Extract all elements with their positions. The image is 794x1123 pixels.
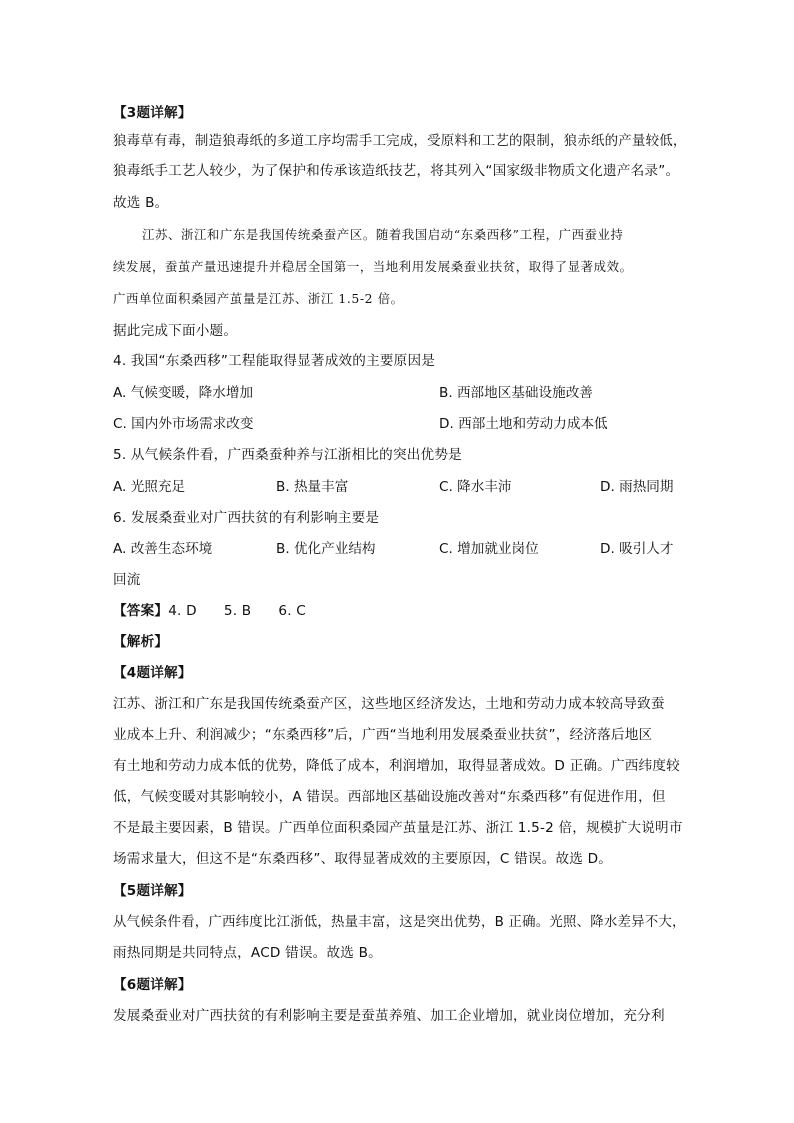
- heading-q4-detail: 【4题详解】: [113, 665, 192, 681]
- q4-explanation-line: 业成本上升、利润减少；“东桑西移”后，广西“当地利用发展桑蚕业扶贫”，经济落后地区: [113, 727, 653, 743]
- material-line: 广西单位面积桑园产茧量是江苏、浙江 1.5-2 倍。: [113, 291, 404, 306]
- q4-explanation-line: 江苏、浙江和广东是我国传统桑蚕产区，这些地区经济发达，土地和劳动力成本较高导致蚕: [113, 696, 665, 712]
- instruction-text: 据此完成下面小题。: [113, 323, 238, 339]
- material-line: 续发展，蚕茧产量迅速提升并稳居全国第一，当地利用发展桑蚕业扶贫，取得了显著成效。: [113, 259, 633, 274]
- q5-option-d: D. 雨热同期: [600, 479, 674, 495]
- q6-stem: 6. 发展桑蚕业对广西扶贫的有利影响主要是: [113, 510, 380, 526]
- q5-stem: 5. 从气候条件看，广西桑蚕种养与江浙相比的突出优势是: [113, 447, 462, 463]
- heading-q3-detail: 【3题详解】: [113, 105, 192, 121]
- answer-line: [113, 601, 306, 621]
- q4-explanation-line: 有土地和劳动力成本低的优势，降低了成本，利润增加，取得显著成效。D 正确。广西纬度较: [113, 758, 680, 774]
- q5-option-c: C. 降水丰沛: [439, 479, 512, 495]
- answer-text: 4. D 5. B 6. C: [168, 603, 306, 619]
- q4-explanation-line: 不是最主要因素，B 错误。广西单位面积桑园产茧量是江苏、浙江 1.5-2 倍，规模扩大说明市: [113, 820, 683, 836]
- q6-explanation-line: 发展桑蚕业对广西扶贫的有利影响主要是蚕茧养殖、加工企业增加，就业岗位增加，充分利: [113, 1008, 665, 1024]
- q4-option-b: B. 西部地区基础设施改善: [439, 385, 593, 401]
- q6-option-a: A. 改善生态环境: [113, 541, 213, 557]
- q6-option-d-continuation: 回流: [113, 572, 141, 588]
- q5-explanation-line: 雨热同期是共同特点，ACD 错误。故选 B。: [113, 945, 382, 961]
- q5-option-b: B. 热量丰富: [276, 479, 349, 495]
- q6-option-c: C. 增加就业岗位: [439, 541, 539, 557]
- q3-explanation-line: 狼毒纸手工艺人较少，为了保护和传承该造纸技艺，将其列入“国家级非物质文化遗产名录”。: [113, 163, 680, 179]
- q4-option-d: D. 西部土地和劳动力成本低: [439, 416, 608, 432]
- q4-explanation-line: 场需求量大，但这不是“东桑西移”、取得显著成效的主要原因，C 错误。故选 D。: [113, 851, 613, 867]
- material-line: 江苏、浙江和广东是我国传统桑蚕产区。随着我国启动“东桑西移”工程，广西蚕业持: [142, 227, 624, 242]
- heading-q5-detail: 【5题详解】: [113, 883, 192, 899]
- heading-q6-detail: 【6题详解】: [113, 977, 192, 993]
- analysis-tag: 【解析】: [113, 634, 169, 650]
- q4-option-a: A. 气候变暖，降水增加: [113, 385, 254, 401]
- q4-explanation-line: 低，气候变暖对其影响较小，A 错误。西部地区基础设施改善对“东桑西移”有促进作用，但: [113, 789, 666, 805]
- q4-stem: 4. 我国“东桑西移”工程能取得显著成效的主要原因是: [113, 353, 436, 369]
- answer-tag: 【答案】: [113, 603, 169, 619]
- q6-option-d: D. 吸引人才: [600, 541, 674, 557]
- q5-explanation-line: 从气候条件看，广西纬度比江浙低，热量丰富，这是突出优势，B 正确。光照、降水差异不大，: [113, 914, 686, 930]
- q3-explanation-line: 狼毒草有毒，制造狼毒纸的多道工序均需手工完成，受原料和工艺的限制，狼赤纸的产量较低，: [113, 133, 687, 149]
- q5-option-a: A. 光照充足: [113, 479, 186, 495]
- q4-option-c: C. 国内外市场需求改变: [113, 416, 254, 432]
- q6-option-b: B. 优化产业结构: [276, 541, 376, 557]
- q3-explanation-line: 故选 B。: [113, 195, 169, 211]
